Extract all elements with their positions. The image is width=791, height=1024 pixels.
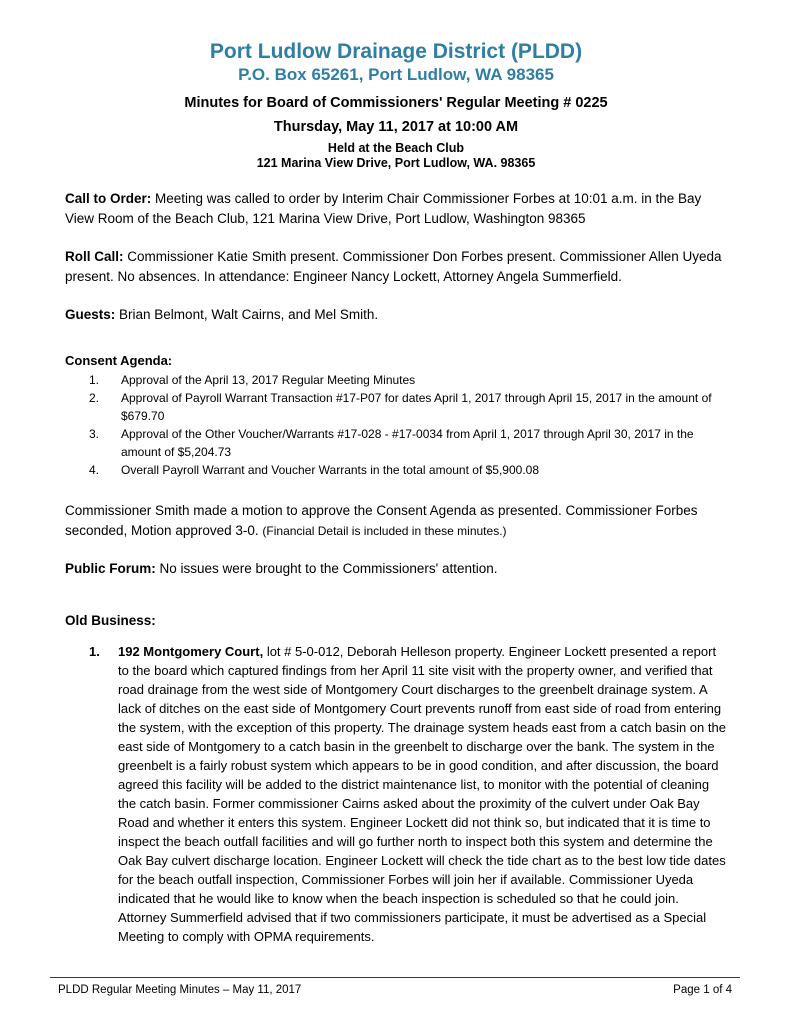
old-business-item-text <box>118 642 727 946</box>
consent-agenda-item <box>89 461 727 479</box>
financial-detail-note: (Financial Detail is included in these minutes.) <box>262 524 507 538</box>
old-business-item-body: lot # 5-0-012, Deborah Helleson property. Engineer Lockett presented a report to the board which captured findings from her April 11 site visit with the property owner, and verified that road drainage from the west side of Montgomery Court discharges to the greenbelt drainage system. A lack of ditches on the east side of Montgomery Court prevents runoff from east side of road from entering the system, with the exception of this property. The drainage system heads east from a catch basin on the east side of Montgomery to a catch basin in the greenbelt to discharge over the bank. The system in the greenbelt is a fairly robust system which appears to be in good condition, and after discussion, the board agreed this facility will be added to the district maintenance list, to monitor with the potential of cleaning the catch basin. Former commissioner Cairns asked about the proximity of the culvert under Oak Bay Road and whether it enters this system. Engineer Lockett did not think so, but indicated that it is time to inspect the beach outfall facilities and will go further north to inspect both this system and determine the Oak Bay culvert discharge location. Engineer Lockett will check the tide chart as to the best low tide dates for the beach outfall inspection, Commissioner Forbes will join her if available. Commissioner Uyeda indicated that he would like to know when the beach inspection is scheduled so that he could join. Attorney Summerfield advised that if two commissioners participate, it must be advertised as a Special Meeting to comply with OPMA requirements. <box>118 644 726 944</box>
roll-call-label: Roll Call: <box>65 249 124 264</box>
list-item-number: 3. <box>89 427 100 441</box>
consent-agenda-item <box>89 389 727 425</box>
roll-call-text: Commissioner Katie Smith present. Commissioner Don Forbes present. Commissioner Allen Uyeda present. No absences. In attendance: Engineer Nancy Lockett, Attorney Angela Summerfield. <box>65 249 722 284</box>
meeting-title: Minutes for Board of Commissioners' Regular Meeting # 0225 <box>184 95 608 111</box>
list-item-text: Approval of the Other Voucher/Warrants #17-028 - #17-0034 from April 1, 2017 through April 30, 2017 in the amount of $5,204.73 <box>121 427 694 459</box>
list-item-number: 1. <box>89 373 100 387</box>
org-name: Port Ludlow Drainage District (PLDD) <box>209 40 583 63</box>
motion-paragraph <box>65 501 727 541</box>
call-to-order-paragraph <box>65 189 727 229</box>
footer-document-title: PLDD Regular Meeting Minutes – May 11, 2017 <box>58 984 302 996</box>
list-item-number: 1. <box>89 644 100 659</box>
venue-name: Held at the Beach Club <box>327 141 465 155</box>
consent-agenda-heading: Consent Agenda: <box>65 353 173 368</box>
list-item-text: Overall Payroll Warrant and Voucher Warrants in the total amount of $5,900.08 <box>121 463 539 477</box>
document-footer <box>50 977 740 997</box>
document-header <box>65 40 727 171</box>
motion-text: Commissioner Smith made a motion to approve the Consent Agenda as presented. Commissioner Forbes seconded, Motion approved 3-0. <box>65 503 698 538</box>
list-item-text: Approval of the April 13, 2017 Regular Meeting Minutes <box>121 373 416 387</box>
list-item-text: Approval of Payroll Warrant Transaction #17-P07 for dates April 1, 2017 through April 15, 2017 in the amount of $679.70 <box>121 391 712 423</box>
consent-agenda-item <box>89 425 727 461</box>
roll-call-paragraph <box>65 247 727 287</box>
footer-page-number: Page 1 of 4 <box>673 984 732 996</box>
guests-paragraph <box>65 305 727 325</box>
venue-address: 121 Marina View Drive, Port Ludlow, WA. 98365 <box>256 156 536 170</box>
old-business-heading: Old Business: <box>65 613 156 628</box>
meeting-datetime: Thursday, May 11, 2017 at 10:00 AM <box>273 119 519 135</box>
guests-label: Guests: <box>65 307 116 322</box>
call-to-order-text: Meeting was called to order by Interim Chair Commissioner Forbes at 10:01 a.m. in the Bay View Room of the Beach Club, 121 Marina View Drive, Port Ludlow, Washington 98365 <box>65 191 702 226</box>
list-item-number: 4. <box>89 463 100 477</box>
public-forum-label: Public Forum: <box>65 561 156 576</box>
call-to-order-label: Call to Order: <box>65 191 152 206</box>
public-forum-paragraph <box>65 559 727 579</box>
consent-agenda-list <box>65 371 727 479</box>
org-address: P.O. Box 65261, Port Ludlow, WA 98365 <box>238 65 554 84</box>
public-forum-text: No issues were brought to the Commissioners' attention. <box>159 561 498 576</box>
old-business-item <box>89 642 727 946</box>
property-name-bold: 192 Montgomery Court, <box>118 644 264 659</box>
guests-text: Brian Belmont, Walt Cairns, and Mel Smith. <box>119 307 379 322</box>
list-item-number: 2. <box>89 391 100 405</box>
consent-agenda-item <box>89 371 727 389</box>
